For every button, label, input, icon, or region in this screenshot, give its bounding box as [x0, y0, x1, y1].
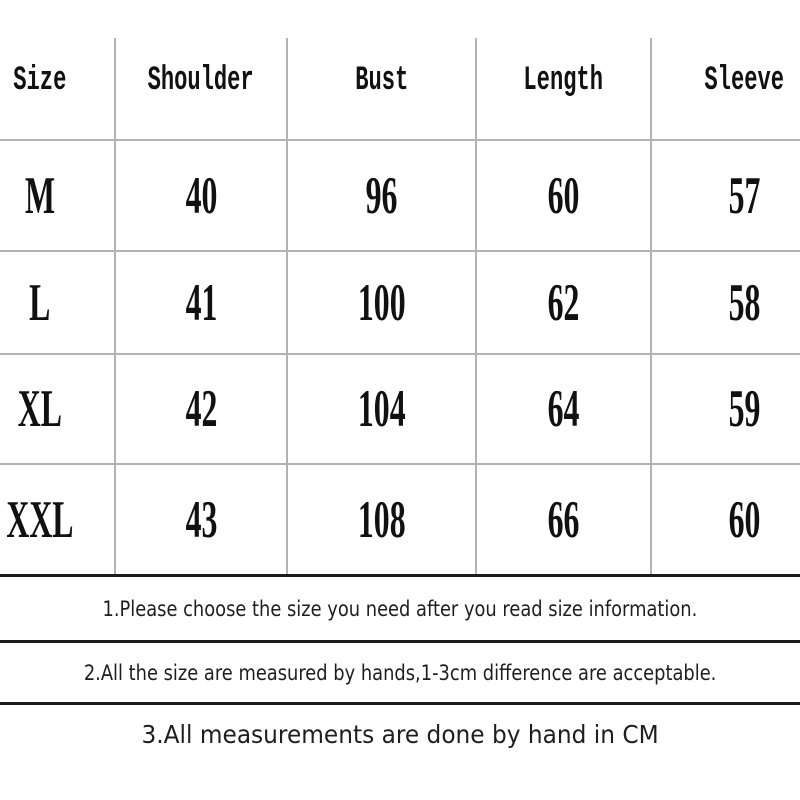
- value-shoulder-m: 40: [185, 166, 217, 225]
- cell-shoulder-xl: [116, 355, 288, 465]
- header-cell-size: [0, 38, 116, 141]
- cell-bust-xxl: [288, 465, 477, 574]
- header-cell-length: [477, 38, 652, 141]
- cell-shoulder-l: [116, 252, 288, 355]
- note-row-2: [0, 640, 800, 702]
- note-text-3: 3.All measurements are done by hand in CM: [141, 720, 659, 749]
- value-bust-xxl: 108: [357, 490, 406, 549]
- value-shoulder-xl: 42: [185, 380, 217, 438]
- value-bust-l: 100: [357, 273, 406, 332]
- value-length-xxl: 66: [547, 490, 580, 549]
- cell-bust-xl: [288, 355, 477, 465]
- note-row-3: [0, 702, 800, 764]
- cell-size-xxl: [0, 465, 116, 574]
- cell-size-l: [0, 252, 116, 355]
- cell-length-xl: [477, 355, 652, 465]
- cell-size-xl: [0, 355, 116, 465]
- cell-length-m: [477, 141, 652, 252]
- value-size-xl: XL: [17, 380, 63, 438]
- cell-shoulder-m: [116, 141, 288, 252]
- header-cell-sleeve: [652, 38, 800, 141]
- header-label-length: Length: [523, 61, 604, 100]
- value-size-xxl: XXL: [6, 490, 74, 549]
- value-sleeve-l: 58: [728, 273, 760, 332]
- cell-length-l: [477, 252, 652, 355]
- note-text-1: 1.Please choose the size you need after you read size information.: [102, 596, 698, 621]
- value-bust-m: 96: [365, 166, 398, 225]
- note-row-1: [0, 574, 800, 640]
- value-shoulder-l: 41: [185, 273, 217, 332]
- cell-bust-l: [288, 252, 477, 355]
- note-text-2: 2.All the size are measured by hands,1-3cm difference are acceptable.: [83, 660, 717, 685]
- value-bust-xl: 104: [357, 380, 406, 438]
- header-label-shoulder: Shoulder: [147, 61, 255, 100]
- cell-length-xxl: [477, 465, 652, 574]
- value-size-m: M: [24, 166, 56, 225]
- value-sleeve-m: 57: [728, 166, 760, 225]
- cell-bust-m: [288, 141, 477, 252]
- header-cell-bust: [288, 38, 477, 141]
- cell-sleeve-m: [652, 141, 800, 252]
- value-length-l: 62: [547, 273, 580, 332]
- cell-sleeve-l: [652, 252, 800, 355]
- cell-sleeve-xl: [652, 355, 800, 465]
- value-sleeve-xl: 59: [728, 380, 760, 438]
- header-label-sleeve: Sleeve: [704, 61, 784, 100]
- cell-shoulder-xxl: [116, 465, 288, 574]
- header-cell-shoulder: [116, 38, 288, 141]
- cell-sleeve-xxl: [652, 465, 800, 574]
- size-notes: [0, 574, 800, 764]
- header-label-size: Size: [13, 61, 67, 100]
- cell-size-m: [0, 141, 116, 252]
- value-size-l: L: [29, 273, 51, 332]
- value-length-m: 60: [547, 166, 580, 225]
- size-chart-table: [0, 38, 800, 574]
- header-label-bust: Bust: [354, 61, 409, 100]
- value-shoulder-xxl: 43: [185, 490, 217, 549]
- value-length-xl: 64: [547, 380, 580, 438]
- value-sleeve-xxl: 60: [728, 490, 760, 549]
